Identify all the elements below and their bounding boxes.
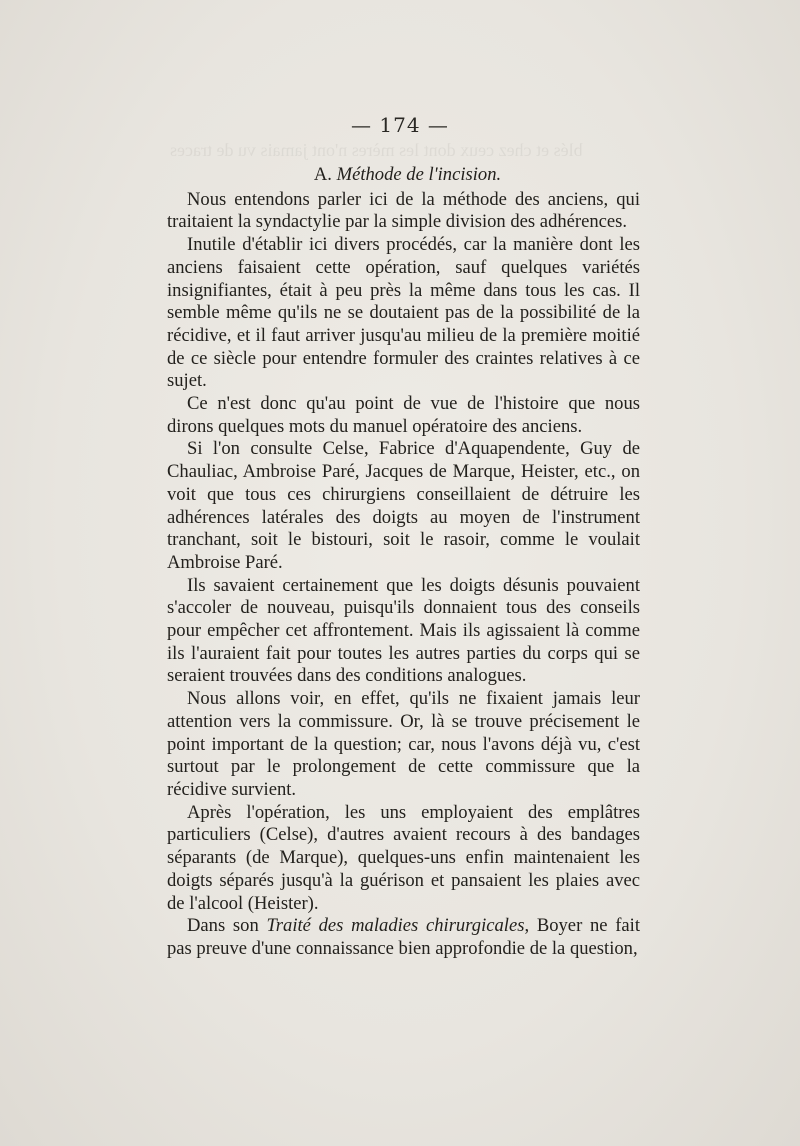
paragraph: Nous entendons parler ici de la méthode des anciens, qui traitaient la syndactylie par la simple division des adhérences. [167, 188, 640, 233]
paragraph: Ce n'est donc qu'au point de vue de l'histoire que nous dirons quelques mots du manuel opératoire des anciens. [167, 393, 640, 437]
section-heading [167, 164, 640, 187]
paragraph: Nous allons voir, en effet, qu'ils ne fixaient jamais leur attention vers la commissure. Or, là se trouve précisement le point important de la question; car, nous l'avons déjà vu, c'est surtout par le prolongement de cette commissure que la récidive survient. [167, 688, 640, 800]
paragraph: Si l'on consulte Celse, Fabrice d'Aquapendente, Guy de Chauliac, Ambroise Paré, Jacques de Marque, Heister, etc., on voit que tous ces chirurgiens conseillaient de détruire les adhérences latérales des doigts au moyen de l'instrument tranchant, soit le bistouri, soit le rasoir, comme le voulait Ambroise Paré. [167, 438, 640, 573]
section-letter: A. [313, 164, 332, 185]
paragraph [167, 915, 640, 960]
body-text [167, 164, 640, 961]
paragraph: Après l'opération, les uns employaient des emplâtres particuliers (Celse), d'autres avaient recours à des bandages séparants (de Marque), quelques-uns enfin maintenaient les doigts séparés jusqu'à la guérison et pansaient les plaies avec de l'alcool (Heister). [167, 801, 640, 914]
paragraph-text: , Boyer ne fait pas preuve d'une connaissance bien approfondie de la question, [167, 915, 641, 959]
book-title: Traité des maladies chirurgicales [266, 915, 525, 937]
paragraph-text: Dans son [187, 915, 267, 937]
show-through-text: blés et chez ceux dont les mères n'ont jamais vu de traces [170, 140, 583, 160]
paragraph: Inutile d'établir ici divers procédés, car la manière dont les anciens faisaient cette opération, sauf quelques variétés insignifiantes, était à peu près la même dans tous les cas. Il semble même qu'ils ne se doutaient pas de la possibilité de la récidive, et il faut arriver jusqu'au milieu de la première moitié de ce siècle pour entendre formuler des craintes relatives à ce sujet. [167, 234, 640, 392]
page-number: — 174 — [351, 113, 449, 137]
paragraph: Ils savaient certainement que les doigts désunis pouvaient s'accoler de nouveau, puisqu'ils donnaient tous des conseils pour empêcher cet affrontement. Mais ils agissaient là comme ils l'auraient fait pour toutes les autres parties du corps qui se seraient trouvées dans des conditions analogues. [167, 574, 640, 687]
section-title: Méthode de l'incision. [336, 164, 502, 185]
